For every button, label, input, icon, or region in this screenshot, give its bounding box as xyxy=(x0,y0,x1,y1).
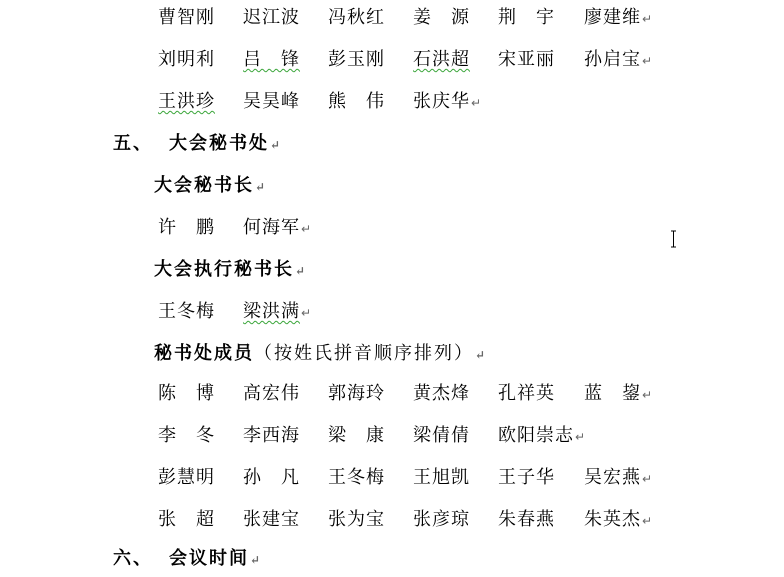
paragraph-mark: ↵ xyxy=(642,12,654,26)
name: 吴昊峰 xyxy=(243,91,300,112)
name: 梁 康 xyxy=(328,425,385,446)
name: 迟江波 xyxy=(243,7,300,28)
paragraph-mark: ↵ xyxy=(475,348,488,362)
section-number: 五、 xyxy=(113,133,153,154)
name: 张彦琼 xyxy=(413,509,470,530)
sort-note: （按姓氏拼音顺序排列） xyxy=(254,343,474,364)
paragraph-mark: ↵ xyxy=(270,138,283,152)
text-cursor-icon xyxy=(670,230,677,248)
name: 陈 博 xyxy=(158,383,215,404)
subheading-executive-secretary-general: 大会执行秘书长↵ xyxy=(154,259,308,280)
section-title: 大会秘书处 xyxy=(169,133,269,154)
name: 姜 源 xyxy=(413,7,470,28)
paragraph-mark: ↵ xyxy=(642,54,654,68)
name: 吕 锋 xyxy=(243,49,300,70)
paragraph-mark: ↵ xyxy=(295,264,308,278)
name: 彭慧明 xyxy=(158,467,215,488)
section-heading-6 xyxy=(113,545,262,574)
name: 廖建维↵ xyxy=(584,7,654,28)
section-title: 会议时间 xyxy=(169,548,249,569)
name: 孔祥英 xyxy=(498,383,555,404)
name: 王冬梅 xyxy=(158,301,215,322)
name: 吴宏燕↵ xyxy=(584,467,654,488)
name: 孙 凡 xyxy=(243,467,300,488)
name: 梁洪满↵ xyxy=(243,301,313,322)
name: 王旭凯 xyxy=(413,467,470,488)
name: 张建宝 xyxy=(243,509,300,530)
name: 张为宝 xyxy=(328,509,385,530)
name: 曹智刚 xyxy=(158,7,215,28)
name: 荆 宇 xyxy=(498,7,555,28)
section-heading-5 xyxy=(113,130,282,159)
name: 高宏伟 xyxy=(243,383,300,404)
name: 李 冬 xyxy=(158,425,215,446)
paragraph-mark: ↵ xyxy=(642,472,654,486)
name: 朱春燕 xyxy=(498,509,555,530)
name: 刘明利 xyxy=(158,49,215,70)
name: 朱英杰↵ xyxy=(584,509,654,530)
name: 梁倩倩 xyxy=(413,425,470,446)
paragraph-mark: ↵ xyxy=(250,553,263,567)
paragraph-mark: ↵ xyxy=(255,180,268,194)
name: 黄杰烽 xyxy=(413,383,470,404)
name: 何海军↵ xyxy=(243,217,313,238)
name: 张庆华↵ xyxy=(413,91,483,112)
name: 蓝 鋆↵ xyxy=(584,383,654,404)
paragraph-mark: ↵ xyxy=(471,96,483,110)
paragraph-mark: ↵ xyxy=(642,388,654,402)
name: 张 超 xyxy=(158,509,215,530)
paragraph-mark: ↵ xyxy=(301,222,313,236)
name: 熊 伟 xyxy=(328,91,385,112)
name: 石洪超 xyxy=(413,49,470,70)
section-number: 六、 xyxy=(113,548,153,569)
subheading-secretariat-members: 秘书处成员（按姓氏拼音顺序排列）↵ xyxy=(154,343,488,364)
name: 冯秋红 xyxy=(328,7,385,28)
name: 王洪珍 xyxy=(158,91,215,112)
subheading-secretary-general: 大会秘书长↵ xyxy=(154,175,268,196)
name: 郭海玲 xyxy=(328,383,385,404)
paragraph-mark: ↵ xyxy=(575,430,587,444)
name: 彭玉刚 xyxy=(328,49,385,70)
name: 王子华 xyxy=(498,467,555,488)
name: 许 鹏 xyxy=(158,217,215,238)
paragraph-mark: ↵ xyxy=(642,514,654,528)
name: 孙启宝↵ xyxy=(584,49,654,70)
name: 王冬梅 xyxy=(328,467,385,488)
name: 宋亚丽 xyxy=(498,49,555,70)
paragraph-mark: ↵ xyxy=(301,306,313,320)
name: 李西海 xyxy=(243,425,300,446)
name: 欧阳崇志↵ xyxy=(498,425,587,446)
